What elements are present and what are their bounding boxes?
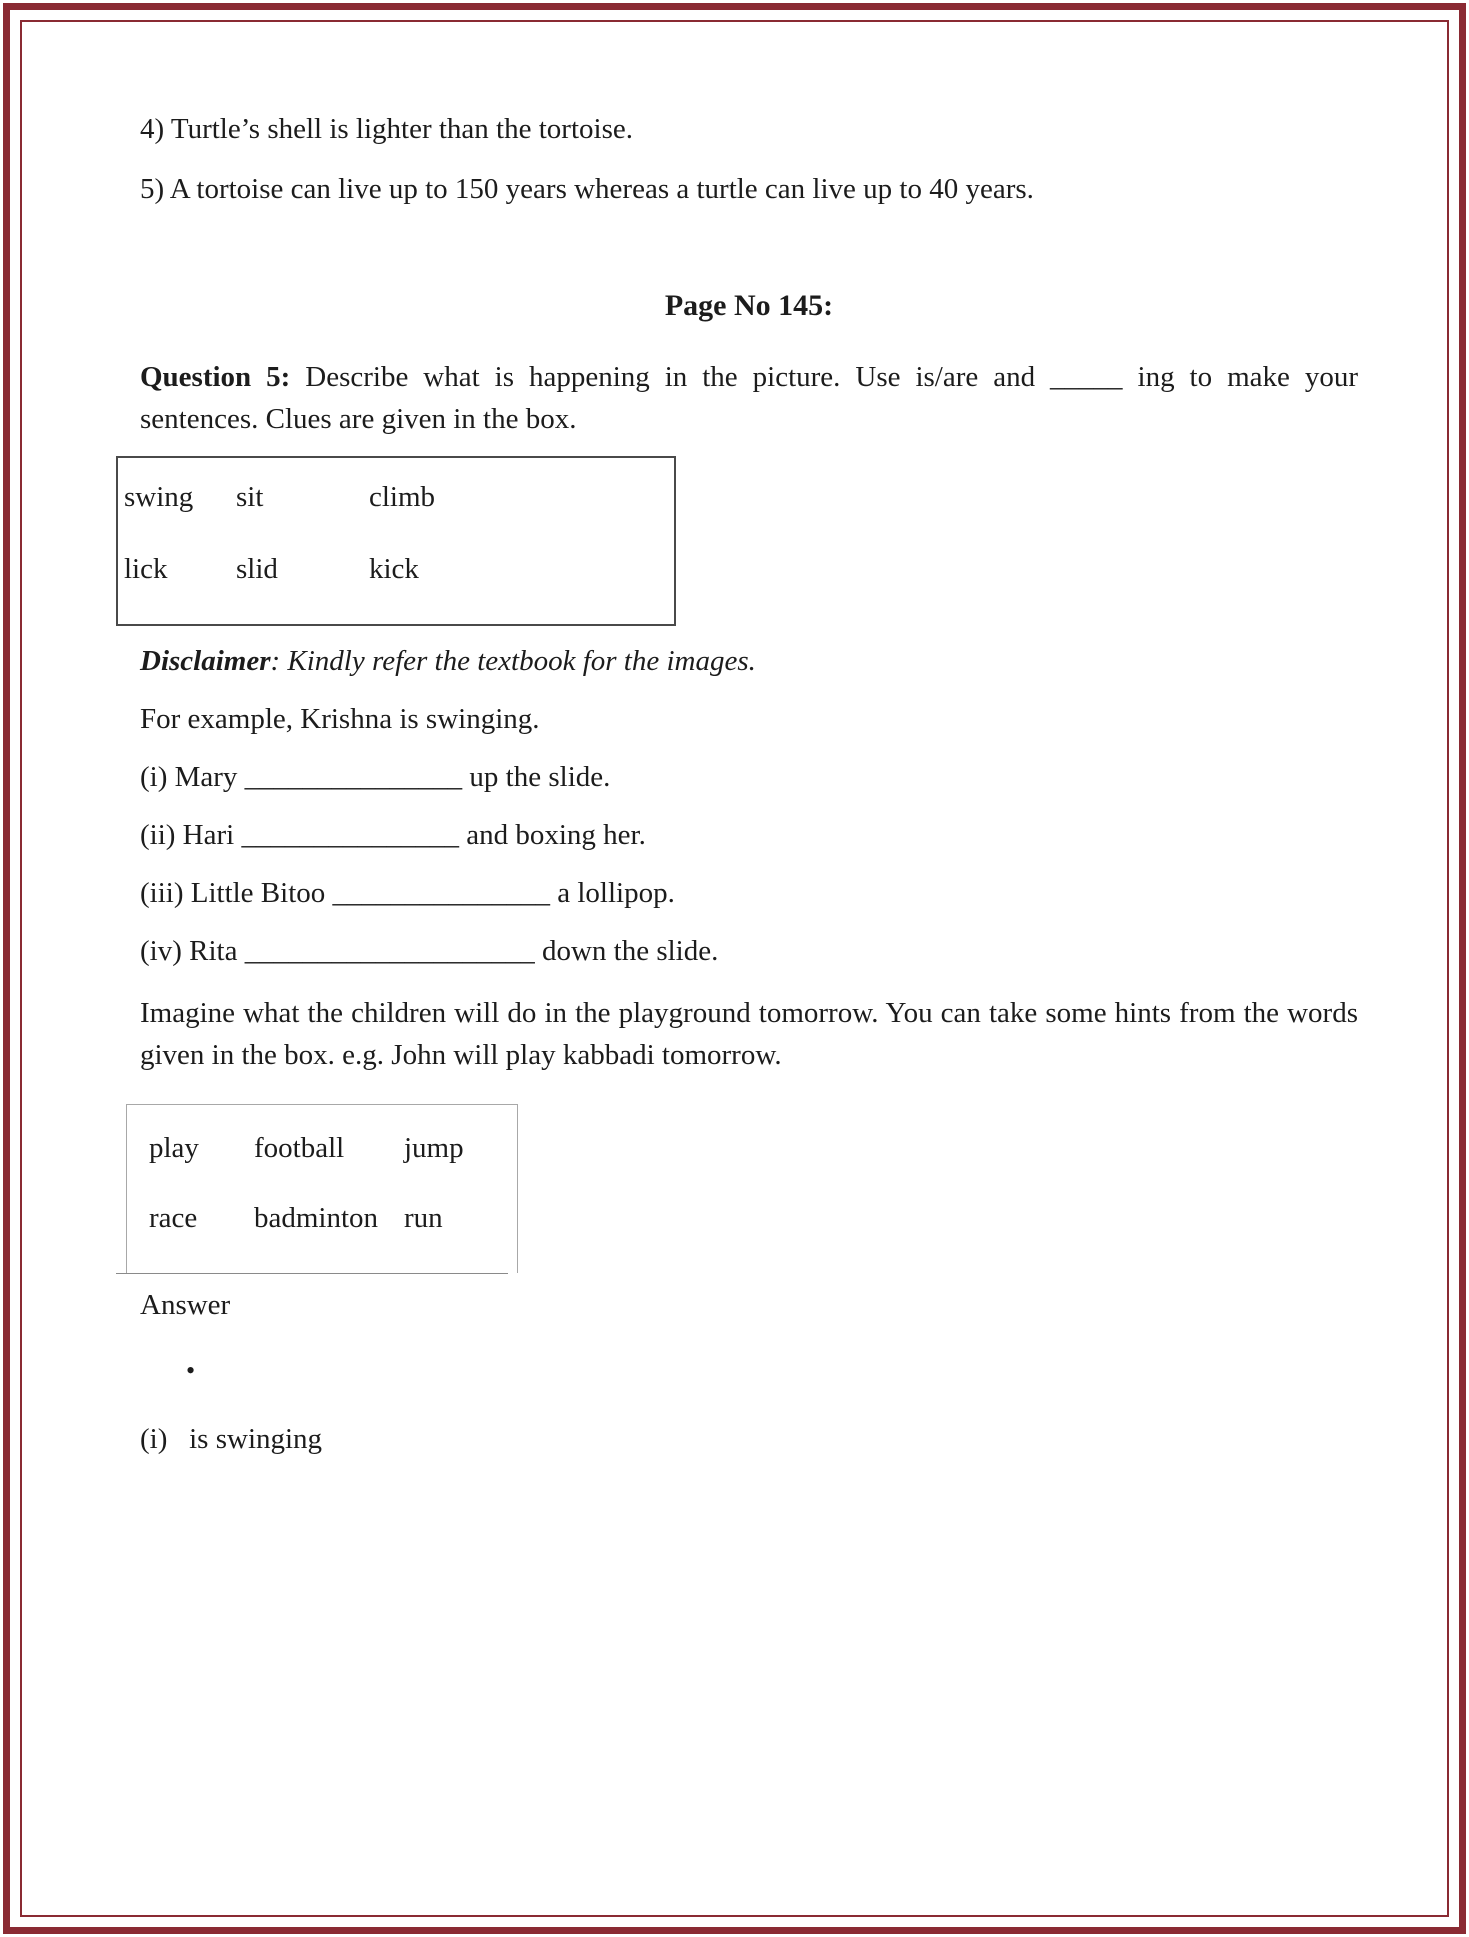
list-item-5: 5) A tortoise can live up to 150 years whereas a turtle can live up to 40 years. [140,173,1034,206]
clue-row [124,476,674,518]
clue-word: kick [369,552,419,585]
hint-word: run [404,1202,443,1235]
question-text: Describe what is happening in the picture. Use is/are and _____ ing to make your sentences. Clues are given in the box. [140,360,1358,435]
document-content [124,108,1358,1460]
answer-item-i: (i) is swinging [140,1423,323,1456]
imagine-paragraph: Imagine what the children will do in the playground tomorrow. You can take some hints from the words given in the box. e.g. John will play kabbadi tomorrow. [140,997,1358,1072]
disclaimer-text: : Kindly refer the textbook for the images. [270,644,756,677]
list-item-4: 4) Turtle’s shell is lighter than the tortoise. [140,113,633,145]
clue-word: climb [369,480,436,513]
clue-word: lick [124,552,168,585]
hint-word: play [149,1132,199,1165]
hint-word: jump [404,1132,464,1165]
hint-row [149,1127,517,1169]
fill-blank-item-iii: (iii) Little Bitoo _______________ a lollipop. [140,876,675,909]
hint-box-underline [116,1273,508,1274]
clue-row [124,548,674,590]
clue-word: sit [236,480,264,513]
clue-word: slid [236,552,278,585]
question-5 [140,356,1358,440]
bullet-point: • [186,1356,196,1386]
clue-word-box [116,456,676,626]
hint-row [149,1197,517,1239]
disclaimer [140,640,1358,682]
question-label: Question 5: [140,360,291,393]
page-heading: Page No 145: [664,289,834,323]
fill-blank-item-ii: (ii) Hari _______________ and boxing her. [140,818,646,851]
answer-label: Answer [140,1289,231,1322]
hint-word: badminton [254,1202,379,1235]
hint-word: race [149,1202,198,1235]
disclaimer-label: Disclaimer [140,644,271,677]
clue-word: swing [124,480,194,513]
fill-blank-item-iv: (iv) Rita ____________________ down the slide. [140,935,719,968]
hint-word-box [126,1104,518,1273]
hint-word: football [254,1132,345,1165]
fill-blank-item-i: (i) Mary _______________ up the slide. [140,760,611,793]
example-sentence: For example, Krishna is swinging. [140,702,540,735]
